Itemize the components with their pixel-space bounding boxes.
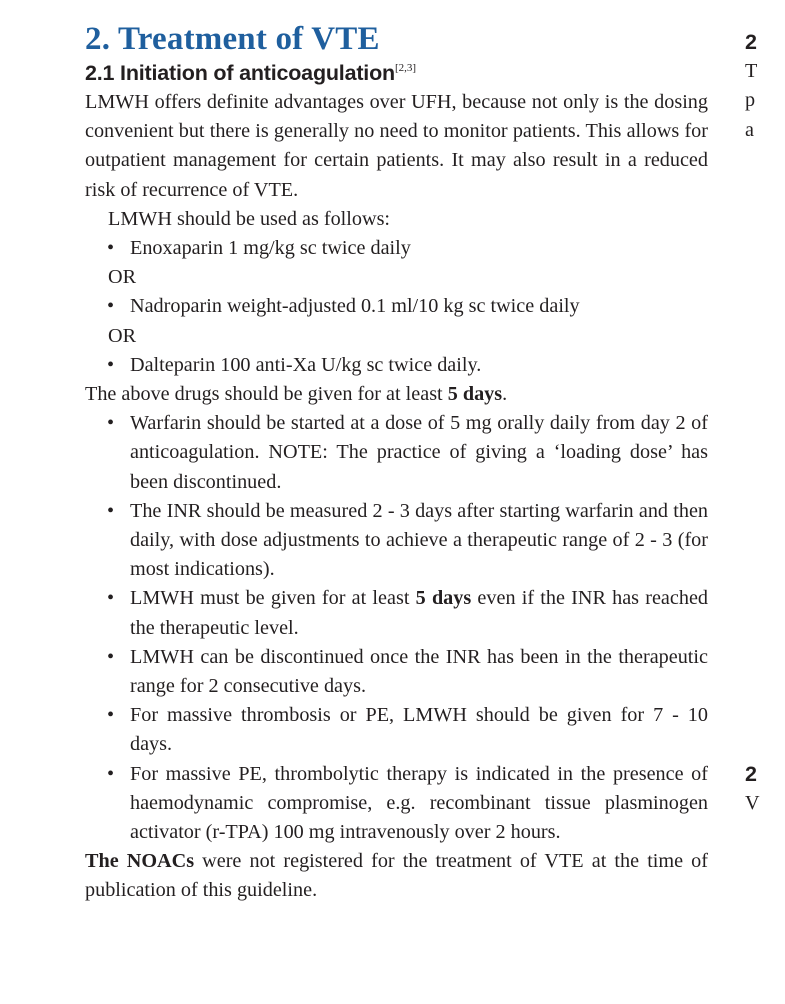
bullet-massive-pe: • For massive PE, thrombolytic therapy is indicated in the presence of haemodynamic compromise, e.g. recombinant tissue plasminogen activator (r-TPA) 100 mg intravenously over 2 hours. xyxy=(85,760,708,848)
lmwh-option-enoxaparin: • Enoxaparin 1 mg/kg sc twice daily xyxy=(85,234,708,263)
lmwh-option-dalteparin: • Dalteparin 100 anti-Xa U/kg sc twice daily. xyxy=(85,351,708,380)
lmwh-options-list xyxy=(85,234,708,263)
adjacent-line: V xyxy=(745,792,760,815)
treatment-bullets xyxy=(85,409,708,847)
adjacent-heading: 2 xyxy=(745,762,757,786)
or-separator: OR xyxy=(108,266,137,289)
bullet-lmwh-minimum-text: LMWH must be given for at least xyxy=(130,587,416,610)
duration-emphasis: 5 days xyxy=(447,383,503,406)
duration-end: . xyxy=(502,383,508,406)
lmwh-usage-lead: LMWH should be used as follows: xyxy=(108,207,391,230)
lmwh-option-nadroparin: • Nadroparin weight-adjusted 0.1 ml/10 kg sc twice daily xyxy=(85,292,708,321)
bullet-warfarin: • Warfarin should be started at a dose of 5 mg orally daily from day 2 of anticoagulation. NOTE: The practice of giving a ‘loading dose’ has been discontinued. xyxy=(85,409,708,497)
subsection-title-text: 2.1 Initiation of anticoagulation xyxy=(85,61,395,85)
duration-statement xyxy=(85,380,708,409)
main-column xyxy=(85,20,708,906)
noacs-label: The NOACs xyxy=(85,850,195,873)
duration-text: The above drugs should be given for at least xyxy=(85,383,448,406)
subsection-title xyxy=(85,59,708,87)
bullet-inr: • The INR should be measured 2 - 3 days after starting warfarin and then daily, with dose adjustments to achieve a therapeutic range of 2 - 3 (for most indications). xyxy=(85,497,708,585)
adjacent-column-fragment-2 xyxy=(745,760,785,818)
lmwh-options-list-3 xyxy=(85,351,708,380)
adjacent-line: p xyxy=(745,89,756,112)
adjacent-line: T xyxy=(745,60,758,83)
noacs-text: were not registered for the treatment of VTE at the time of publication of this guideline. xyxy=(85,850,708,902)
noacs-paragraph xyxy=(85,847,708,905)
intro-paragraph: LMWH offers definite advantages over UFH, because not only is the dosing convenient but there is generally no need to monitor patients. This allows for outpatient management for certain patients. It may also result in a reduced risk of recurrence of VTE. xyxy=(85,91,708,201)
or-separator: OR xyxy=(108,324,137,347)
bullet-lmwh-discontinue: • LMWH can be discontinued once the INR has been in the therapeutic range for 2 consecutive days. xyxy=(85,643,708,701)
bullet-lmwh-minimum-emphasis: 5 days xyxy=(415,587,472,610)
bullet-lmwh-minimum-end: even if the INR has reached the therapeutic level. xyxy=(130,587,708,639)
lmwh-options-list-2 xyxy=(85,292,708,321)
adjacent-heading: 2 xyxy=(745,30,757,54)
reference-citation: [2,3] xyxy=(394,62,417,74)
adjacent-column-fragment-1 xyxy=(745,28,785,145)
section-title: 2. Treatment of VTE xyxy=(85,21,380,57)
bullet-massive-thrombosis: • For massive thrombosis or PE, LMWH should be given for 7 - 10 days. xyxy=(85,701,708,759)
bullet-lmwh-minimum xyxy=(85,584,708,642)
adjacent-line: a xyxy=(745,118,754,141)
